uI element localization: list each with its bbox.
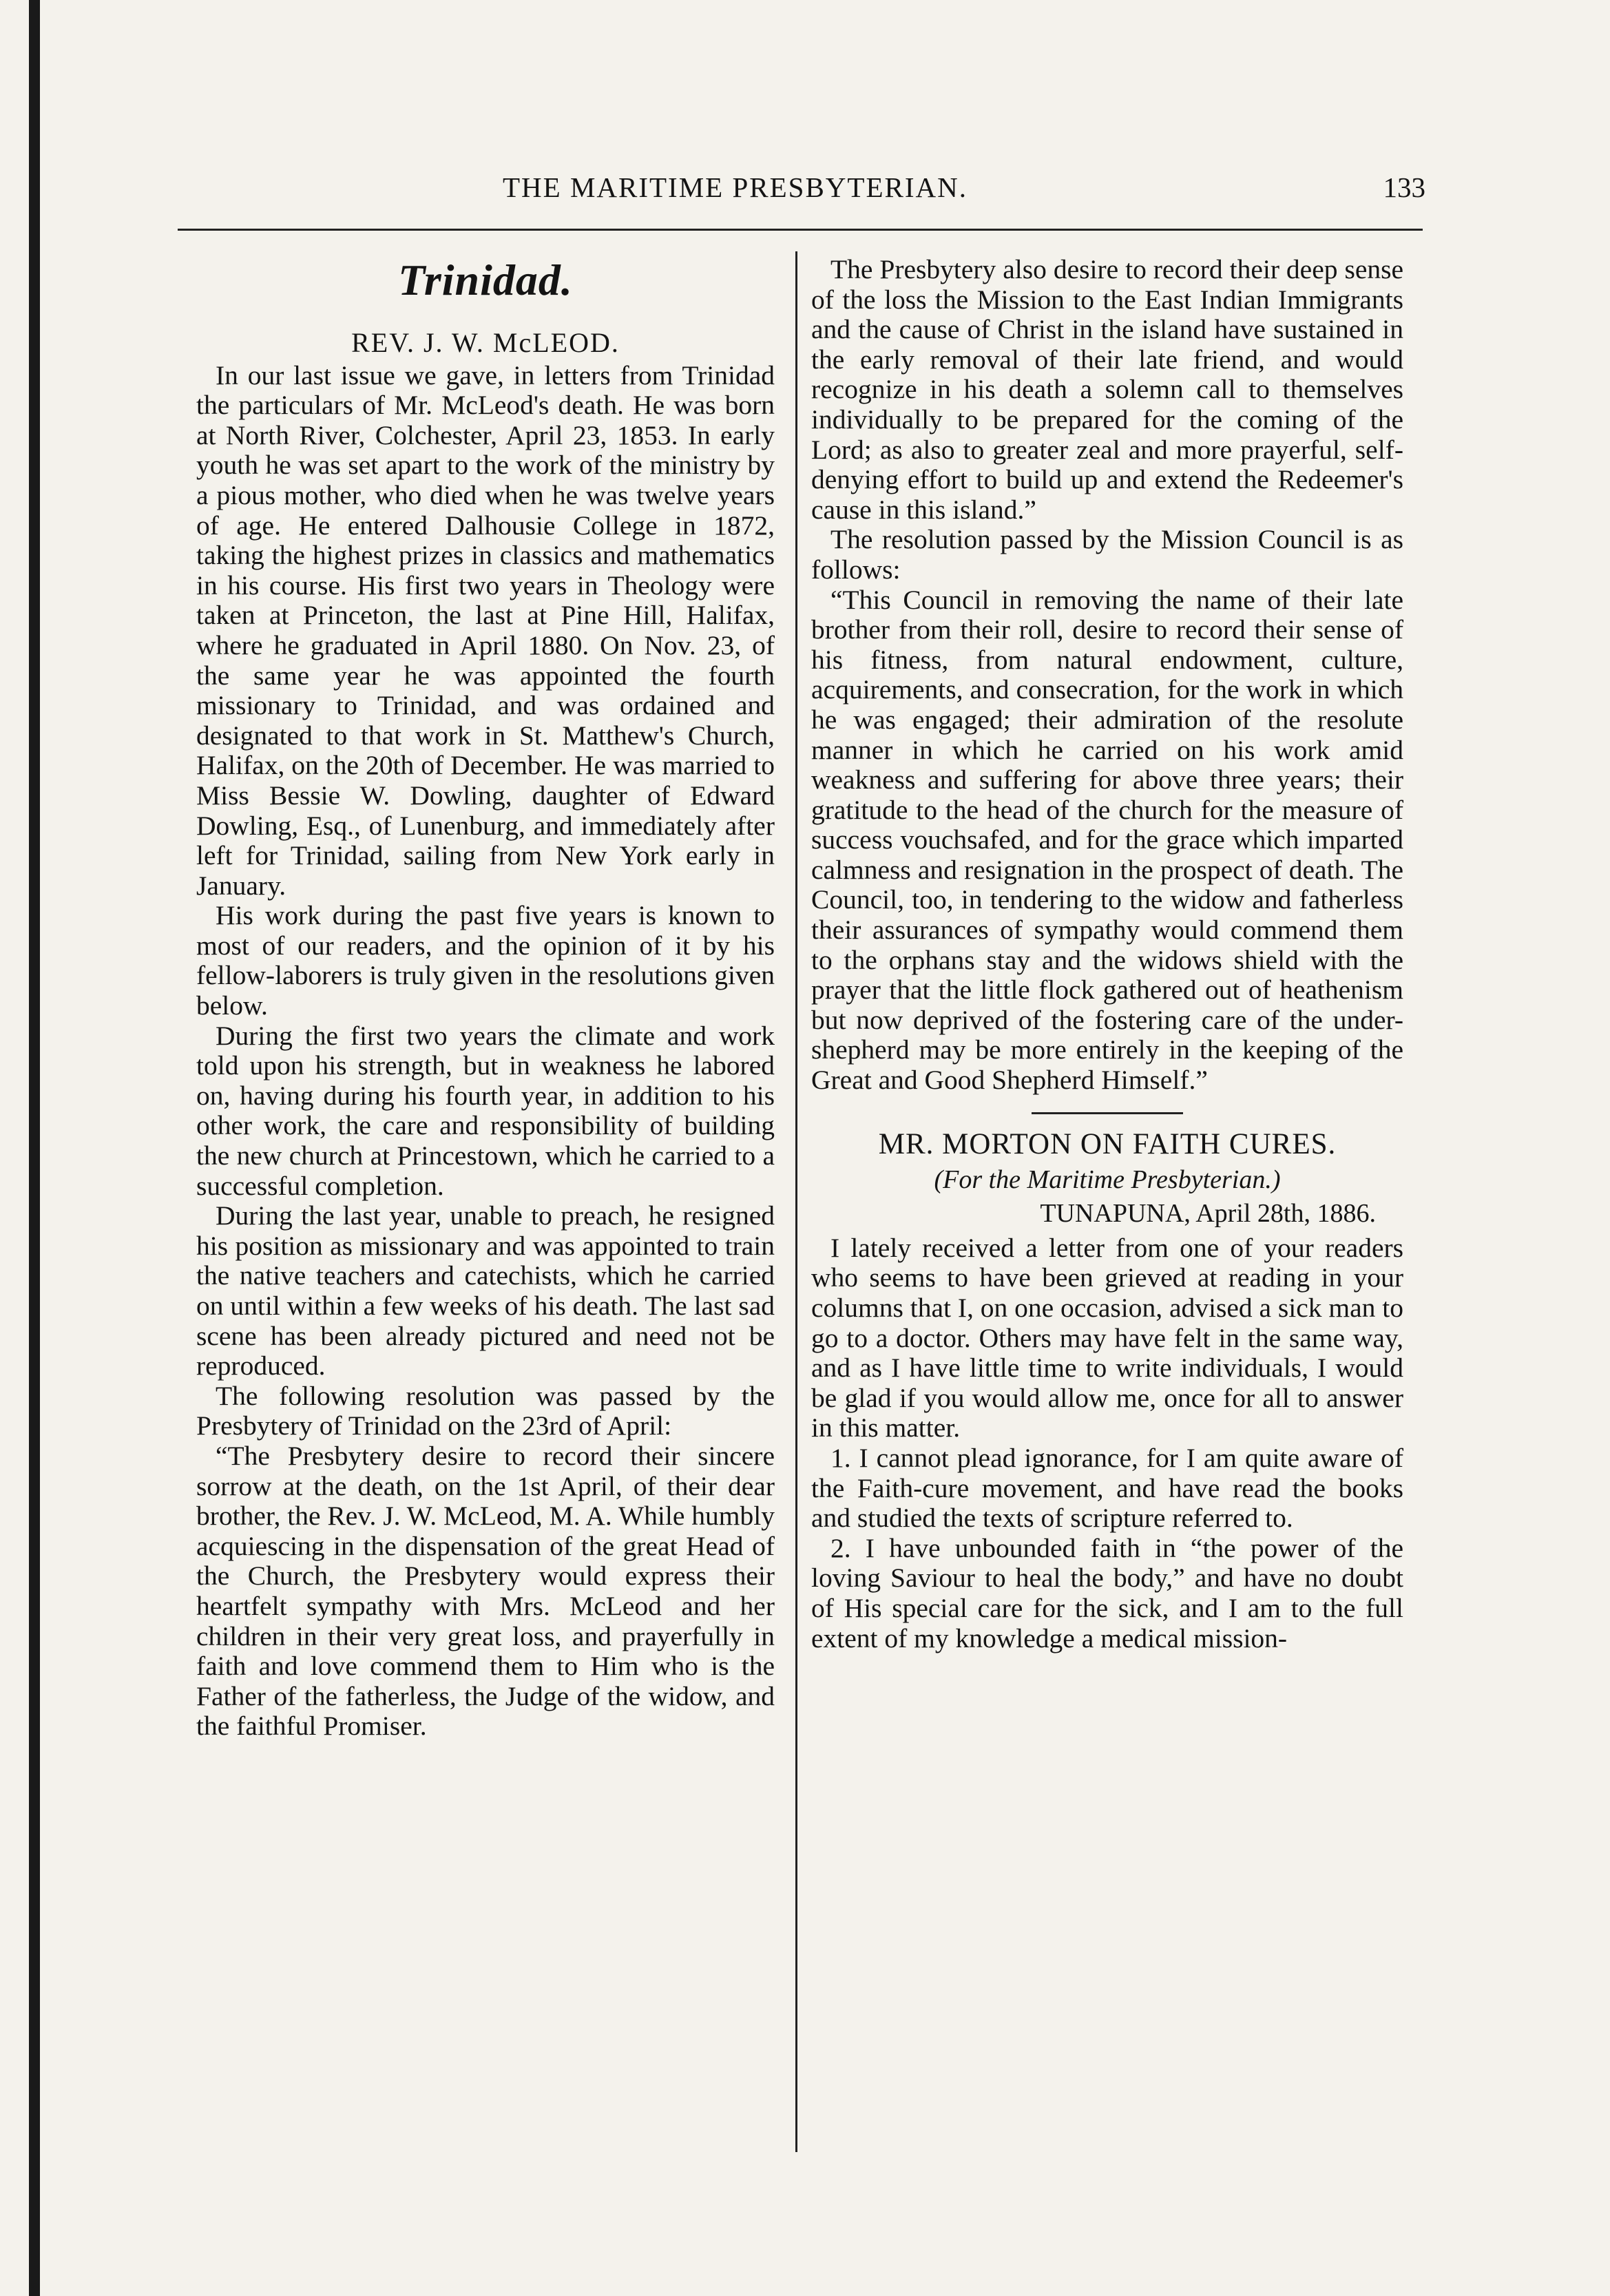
article-subtitle: (For the Maritime Presbyterian.) — [934, 1165, 1281, 1194]
paragraph: During the first two years the climate and work told upon his strength, but in weakness he labored on, having during his fourth year, in addition to his other work, the care and responsibility of building the new church at Princestown, which he carried to a successful completion. — [196, 1020, 775, 1201]
article-separator — [1032, 1112, 1183, 1114]
column-divider — [795, 251, 797, 2152]
binding-edge — [29, 0, 40, 2296]
paragraph: 1. I cannot plead ignorance, for I am quite aware of the Faith-cure movement, and have read the books and studied the texts of scripture referred to. — [811, 1442, 1403, 1534]
paragraph: “This Council in removing the name of their late brother from their roll, desire to record their sense of his fitness, from natural endowment, culture, acquirements, and consecration, for the work in which he was engaged; their admiration of the resolute manner in which he carried on his work amid weakness and suffering for above three years; their gratitude to the head of the church for the measure of success vouchsafed, and for the grace which imparted calmness and resignation in the prospect of death. The Council, too, in tendering to the widow and fatherless their assurances of sympathy would commend them to the orphans stay and the widows shield with the prayer that the little flock gathered out of heathenism but now deprived of the fostering care of the under-shepherd may be more entirely in the keeping of the Great and Good Shepherd Himself.” — [811, 584, 1403, 1096]
page-header — [158, 171, 1425, 212]
running-title: THE MARITIME PRESBYTERIAN. — [503, 171, 968, 203]
paragraph: His work during the past five years is known to most of our readers, and the opinion of it by his fellow-laborers is truly given in the resolutions given below. — [196, 900, 775, 1021]
paragraph: The Presbytery also desire to record their deep sense of the loss the Mission to the East Indian Immigrants and the cause of Christ in the island have sustained in the early removal of their late friend, and would recognize in his death a solemn call to themselves individually to be prepared for the coming of the Lord; as also to greater zeal and more prayerful, self-denying effort to build up and extend the Redeemer's cause in this island.” — [811, 254, 1403, 525]
paragraph: The resolution passed by the Mission Council is as follows: — [811, 524, 1403, 585]
header-rule — [178, 229, 1423, 231]
paragraph: The following resolution was passed by the Presbytery of Trinidad on the 23rd of April: — [196, 1380, 775, 1441]
article-byline: REV. J. W. McLEOD. — [351, 327, 620, 358]
article-title: MR. MORTON ON FAITH CURES. — [878, 1127, 1337, 1160]
paragraph: “The Presbytery desire to record their sincere sorrow at the death, on the 1st April, of their dear brother, the Rev. J. W. McLeod, M. A. While humbly acquiescing in the dispensation of the great Head of the Church, the Presbytery would express their heartfelt sympathy with Mrs. McLeod and her children in their very great loss, and prayerfully in faith and love commend them to Him who is the Father of the fatherless, the Judge of the widow, and the faithful Promiser. — [196, 1440, 775, 1742]
paragraph: During the last year, unable to preach, he resigned his position as missionary and was appointed to train the native teachers and catechists, which he carried on until within a few weeks of his death. The last sad scene has been already pictured and need not be reproduced. — [196, 1200, 775, 1381]
paragraph: In our last issue we gave, in letters from Trinidad the particulars of Mr. McLeod's death. He was born at North River, Colchester, April 23, 1853. In early youth he was set apart to the work of the ministry by a pious mother, who died when he was twelve years of age. He entered Dalhousie College in 1872, taking the highest prizes in classics and mathematics in his course. His first two years in Theology were taken at Princeton, the last at Pine Hill, Halifax, where he graduated in April 1880. On Nov. 23, of the same year he was appointed the fourth missionary to Trinidad, and was ordained and designated to that work in St. Matthew's Church, Halifax, on the 20th of December. He was married to Miss Bessie W. Dowling, daughter of Edward Dowling, Esq., of Lunenburg, and immediately after left for Trinidad, sailing from New York early in January. — [196, 359, 775, 901]
page-number: 133 — [1383, 171, 1425, 203]
left-column — [196, 255, 775, 1742]
section-title: Trinidad. — [398, 255, 573, 304]
paragraph: I lately received a letter from one of your readers who seems to have been grieved at reading in your columns that I, on one occasion, advised a sick man to go to a doctor. Others may have felt in the same way, and as I have little time to write individuals, I would be glad if you would allow me, once for all to answer in this matter. — [811, 1232, 1404, 1443]
right-column — [811, 255, 1403, 1653]
dateline: TUNAPUNA, April 28th, 1886. — [1040, 1199, 1376, 1229]
paragraph: 2. I have unbounded faith in “the power of the loving Saviour to heal the body,” and have no doubt of His special care for the sick, and I am to the full extent of my knowledge a medical mission- — [811, 1532, 1403, 1653]
